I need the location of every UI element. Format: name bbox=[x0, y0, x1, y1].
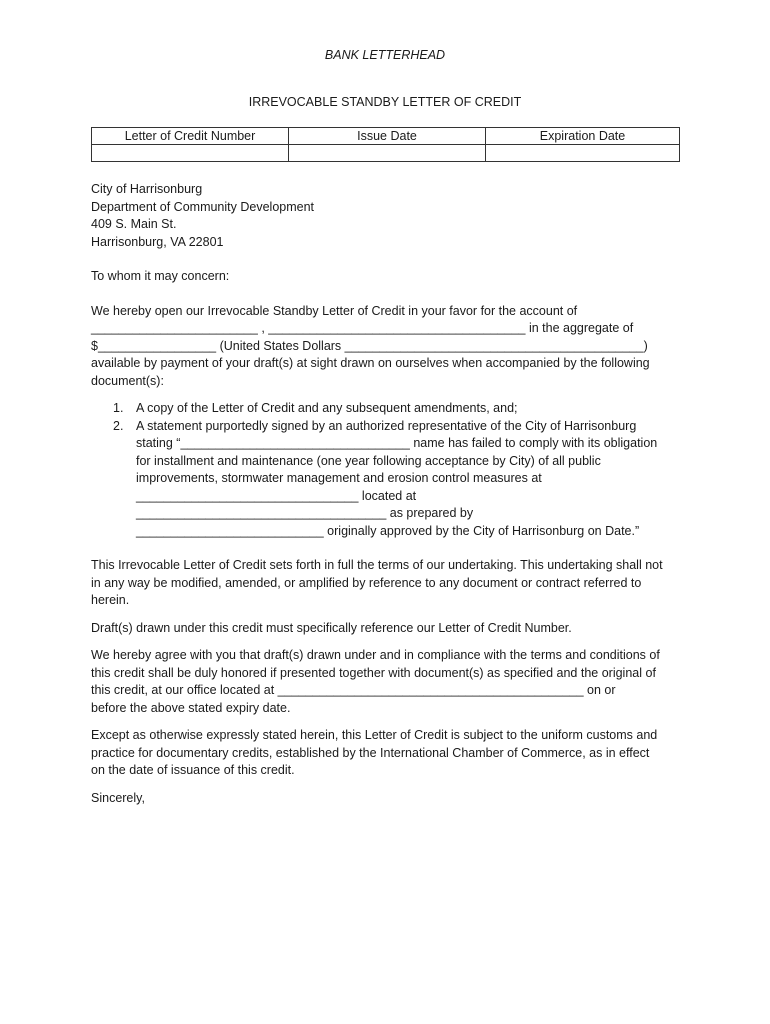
address-line: Harrisonburg, VA 22801 bbox=[91, 234, 224, 249]
letter-body bbox=[91, 181, 691, 807]
paragraph-draft-reference: Draft(s) drawn under this credit must specifically reference our Letter of Credit Number. bbox=[91, 620, 572, 635]
table-value-row bbox=[92, 145, 680, 162]
text-line: document(s): bbox=[91, 373, 164, 388]
text-line: herein. bbox=[91, 593, 130, 607]
closing: Sincerely, bbox=[91, 790, 145, 805]
list-item bbox=[91, 400, 691, 418]
text-line: for installment and maintenance (one year following acceptance by City) of all public bbox=[136, 453, 601, 468]
header-letter-of-credit-number: Letter of Credit Number bbox=[92, 128, 289, 145]
text-line: practice for documentary credits, established by the International Chamber of Commerce, as in effect bbox=[91, 745, 650, 760]
cell-letter-of-credit-number bbox=[92, 145, 289, 162]
bank-letterhead: BANK LETTERHEAD bbox=[324, 48, 446, 62]
address-line: Department of Community Development bbox=[91, 199, 315, 214]
document-title: IRREVOCABLE STANDBY LETTER OF CREDIT bbox=[248, 95, 522, 109]
text-line: A statement purportedly signed by an authorized representative of the City of Harrisonburg bbox=[136, 418, 637, 433]
list-number: 1. bbox=[113, 401, 124, 415]
paragraph-agreement bbox=[91, 647, 691, 717]
letter-of-credit-table bbox=[91, 127, 680, 162]
text-line: stating “_________________________________ name has failed to comply with its obligation bbox=[136, 436, 658, 450]
text-line: available by payment of your draft(s) at sight drawn on ourselves when accompanied by the following bbox=[91, 356, 650, 370]
required-documents-list bbox=[91, 400, 691, 540]
text-line: ________________________________ located at bbox=[136, 488, 417, 503]
cell-expiration-date bbox=[486, 145, 680, 162]
text-line: on the date of issuance of this credit. bbox=[91, 763, 295, 777]
text-line: A copy of the Letter of Credit and any subsequent amendments, and; bbox=[136, 401, 518, 415]
recipient-address bbox=[91, 181, 691, 251]
text-line: ___________________________ originally approved by the City of Harrisonburg on Date.” bbox=[136, 523, 640, 538]
list-item bbox=[91, 418, 691, 541]
text-line: This Irrevocable Letter of Credit sets forth in full the terms of our undertaking. This undertaking shall not bbox=[91, 558, 663, 572]
text-line: this credit, at our office located at ____________________________________________ on or bbox=[91, 683, 616, 697]
address-line: City of Harrisonburg bbox=[91, 182, 203, 196]
text-line: ________________________ , _____________________________________ in the aggregate of bbox=[91, 321, 634, 335]
text-line: in any way be modified, amended, or amplified by reference to any document or contract referred to bbox=[91, 575, 642, 590]
header-expiration-date: Expiration Date bbox=[486, 128, 680, 145]
text-line: this credit shall be duly honored if presented together with document(s) as specified and the original of bbox=[91, 665, 656, 680]
salutation: To whom it may concern: bbox=[91, 269, 230, 283]
text-line: Except as otherwise expressly stated herein, this Letter of Credit is subject to the uniform customs and bbox=[91, 728, 658, 742]
text-line: We hereby agree with you that draft(s) drawn under and in compliance with the terms and conditions of bbox=[91, 648, 660, 662]
paragraph-opening bbox=[91, 303, 691, 391]
header-issue-date: Issue Date bbox=[289, 128, 486, 145]
cell-issue-date bbox=[289, 145, 486, 162]
text-line: improvements, stormwater management and erosion control measures at bbox=[136, 471, 542, 485]
address-line: 409 S. Main St. bbox=[91, 217, 177, 231]
table-header-row bbox=[92, 128, 680, 145]
list-number: 2. bbox=[113, 418, 124, 433]
text-line: ____________________________________ as prepared by bbox=[136, 506, 474, 520]
paragraph-uniform-customs bbox=[91, 727, 691, 780]
text-line: We hereby open our Irrevocable Standby Letter of Credit in your favor for the account of bbox=[91, 303, 578, 318]
paragraph-terms bbox=[91, 557, 691, 610]
text-line: $_________________ (United States Dollars ___________________________________________) bbox=[91, 338, 648, 353]
text-line: before the above stated expiry date. bbox=[91, 700, 291, 715]
